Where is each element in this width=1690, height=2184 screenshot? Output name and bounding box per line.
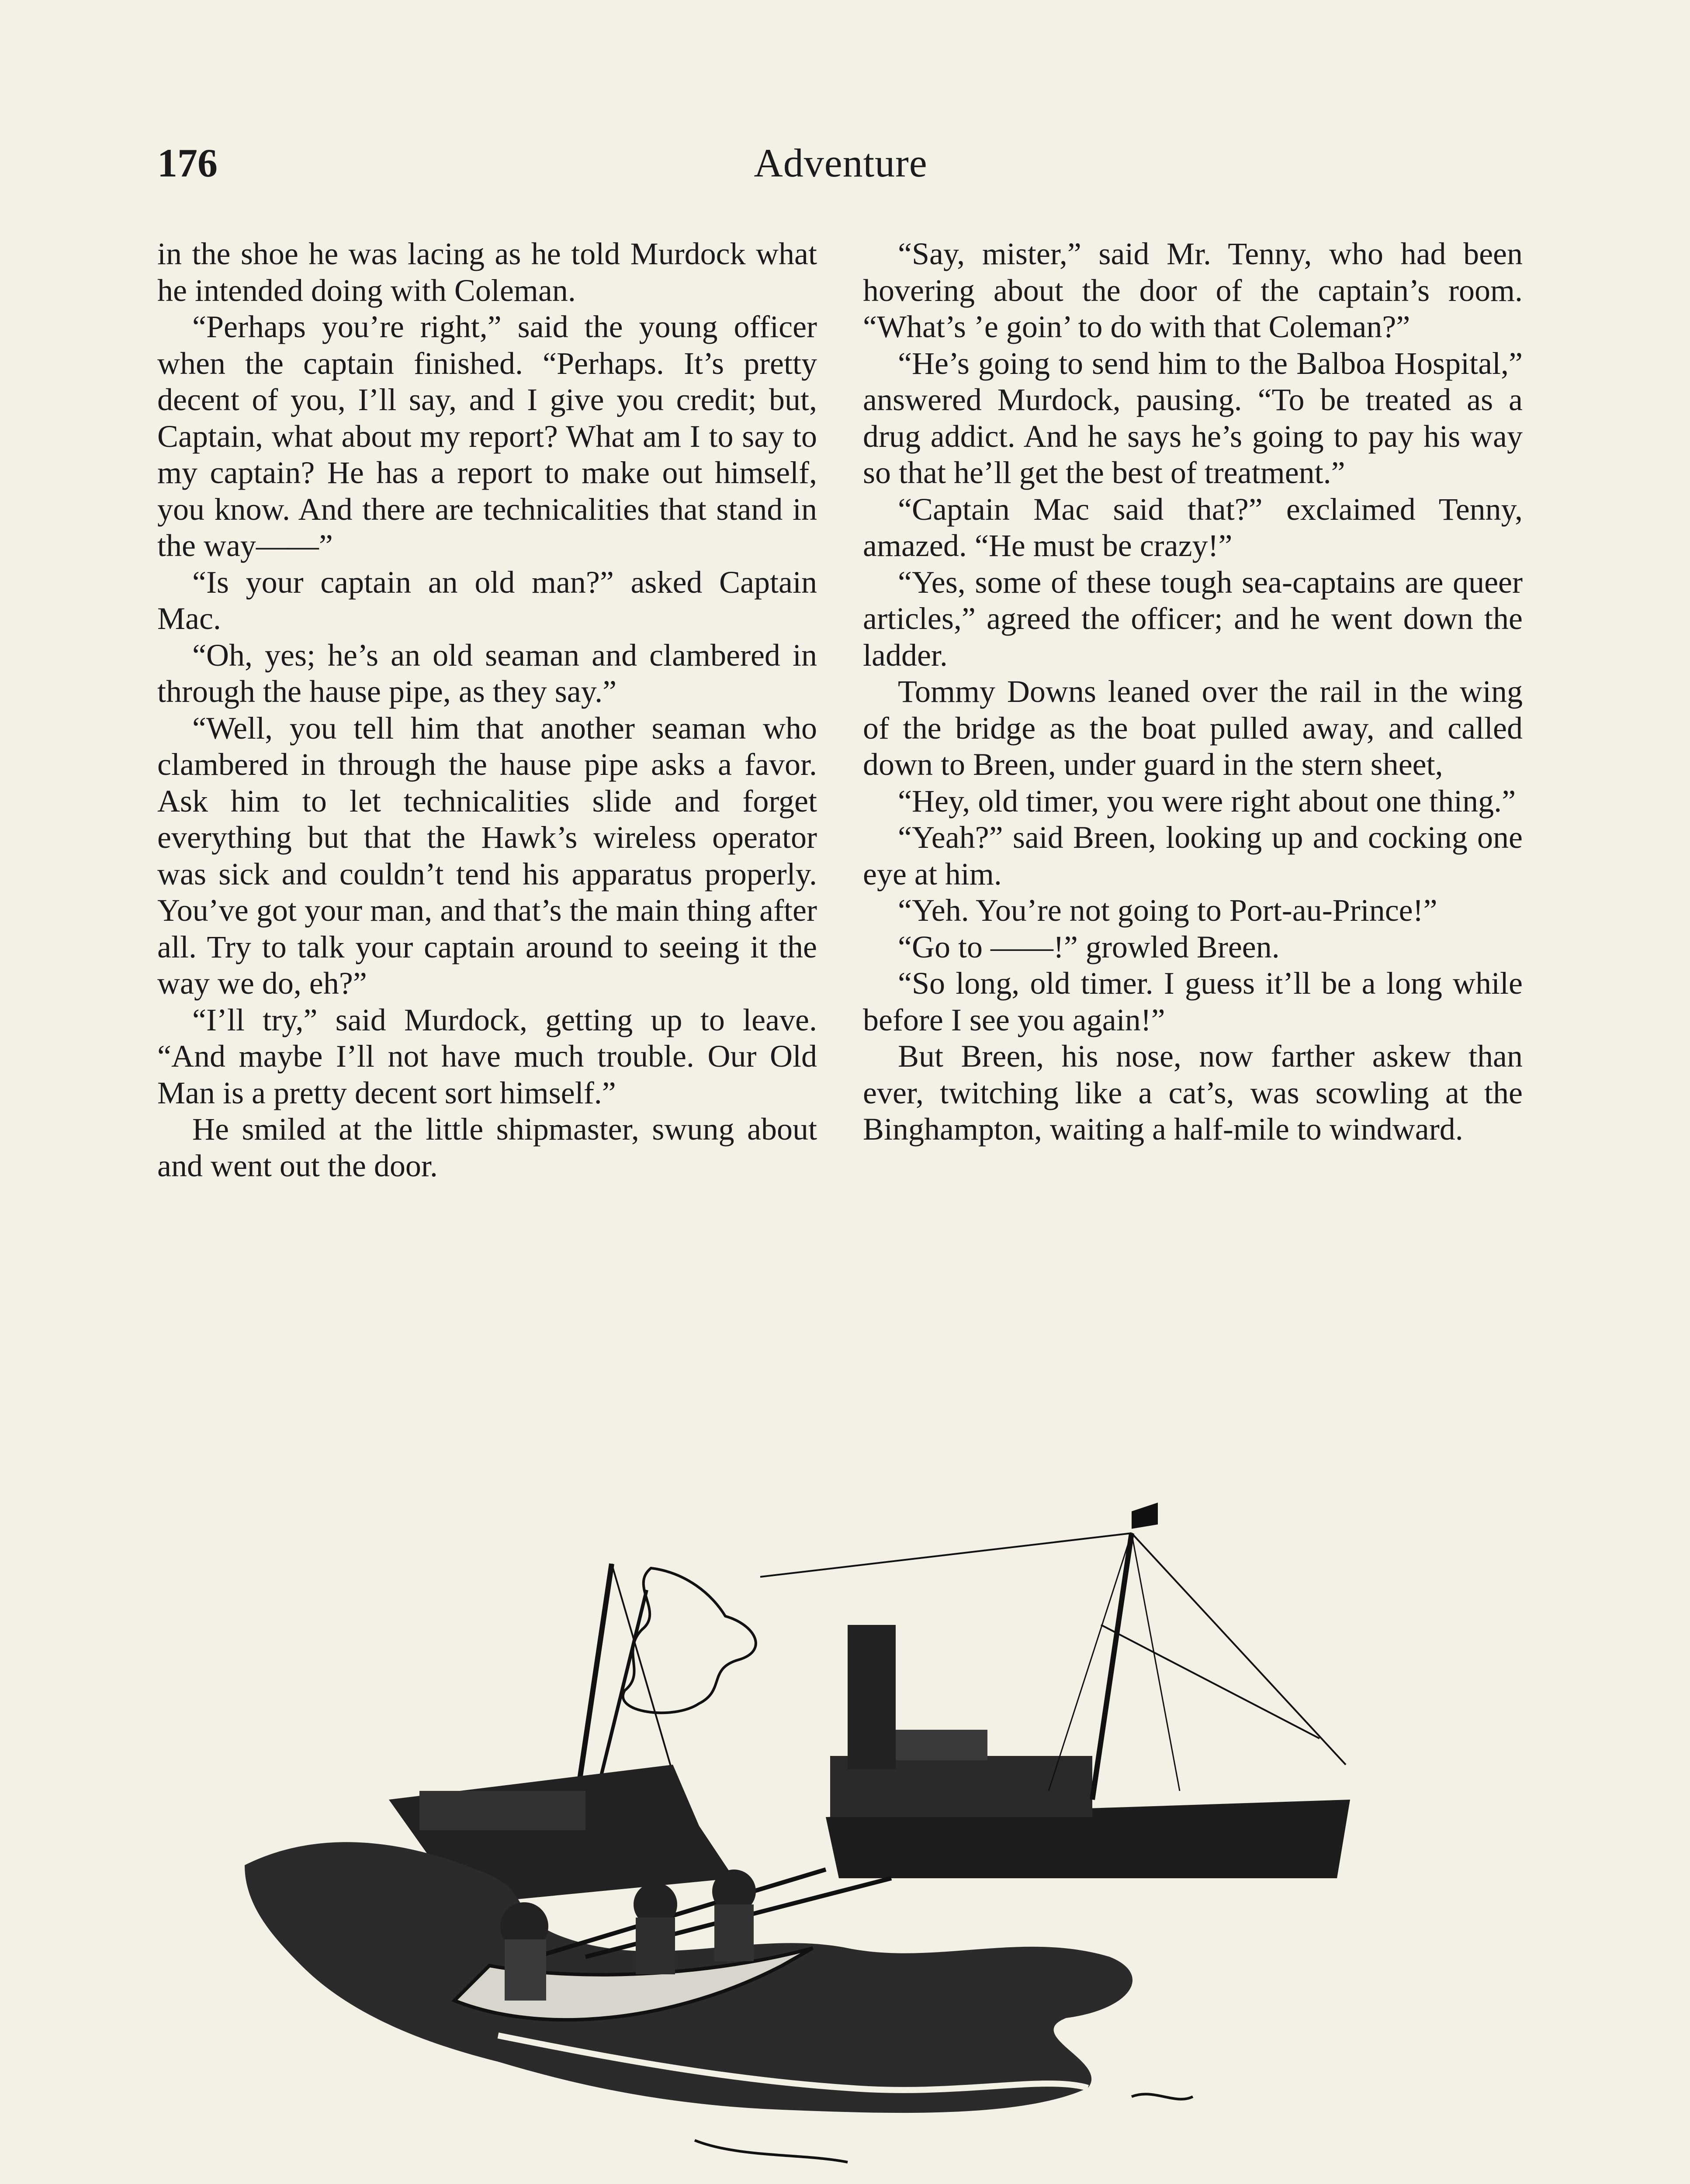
- paragraph: “Is your captain an old man?” asked Captain Mac.: [157, 564, 817, 636]
- paragraph: He smiled at the little shipmaster, swung about and went out the door.: [157, 1112, 817, 1183]
- paragraph: “Captain Mac said that?” exclaimed Tenny, amazed. “He must be crazy!”: [863, 491, 1523, 563]
- paragraph: in the shoe he was lacing as he told Murdock what he intended doing with Coleman.: [157, 236, 817, 308]
- paragraph: “Perhaps you’re right,” said the young officer when the captain finished. “Perhaps. It’s pretty decent of you, I’ll say, and I give you credit; but, Captain, what about my report? What am I to say to my captain? He has a report to make out himself, you know. And there are technicalities that stand in the way——”: [157, 309, 817, 563]
- paragraph: “Say, mister,” said Mr. Tenny, who had been hovering about the door of the captain’s room. “What’s ’e goin’ to do with that Coleman?”: [863, 236, 1523, 344]
- paragraph: “Yeah?” said Breen, looking up and cocking one eye at him.: [863, 820, 1523, 892]
- paragraph: “Yes, some of these tough sea-captains are queer articles,” agreed the officer; and he went down the ladder.: [863, 564, 1523, 673]
- page-header: [157, 140, 1524, 201]
- right-column: [863, 236, 1523, 1148]
- page-number: 176: [157, 141, 218, 185]
- running-title: Adventure: [754, 141, 928, 185]
- wrecked-schooner: [389, 1564, 734, 1904]
- paragraph: “Go to ——!” growled Breen.: [898, 929, 1280, 964]
- steamer-ship: [760, 1503, 1350, 1878]
- paragraph: “He’s going to send him to the Balboa Hospital,” answered Murdock, pausing. “To be treated as a drug addict. And he says he’s going to pay his way so that he’ll get the best of treatment.”: [863, 346, 1523, 490]
- paragraph: “Well, you tell him that another seaman who clambered in through the hause pipe asks a favor. Ask him to let technicalities slide and forget everything but that the Hawk’s wireless operator was sick and couldn’t tend his apparatus properly. You’ve got your man, and that’s the main thing after all. Try to talk your captain around to seeing it the way we do, eh?”: [157, 710, 817, 1001]
- paragraph: “Yeh. You’re not going to Port-au-Prince!”: [898, 893, 1437, 928]
- paragraph: “I’ll try,” said Murdock, getting up to leave. “And maybe I’ll not have much trouble. Our Old Man is a pretty decent sort himself.”: [157, 1002, 817, 1110]
- paragraph: “Oh, yes; he’s an old seaman and clambered in through the hause pipe, as they say.”: [157, 637, 817, 709]
- paragraph: “Hey, old timer, you were right about one thing.”: [898, 783, 1516, 819]
- paragraph: “So long, old timer. I guess it’ll be a long while before I see you again!”: [863, 966, 1523, 1037]
- paragraph: But Breen, his nose, now farther askew than ever, twitching like a cat’s, was scowling at the Binghampton, waiting a half-mile to windward.: [863, 1039, 1523, 1147]
- paragraph: Tommy Downs leaned over the rail in the wing of the bridge as the boat pulled away, and called down to Breen, under guard in the stern sheet,: [863, 674, 1523, 782]
- left-column: [157, 236, 817, 1184]
- ship-and-rowboat-illustration: [192, 1485, 1372, 2184]
